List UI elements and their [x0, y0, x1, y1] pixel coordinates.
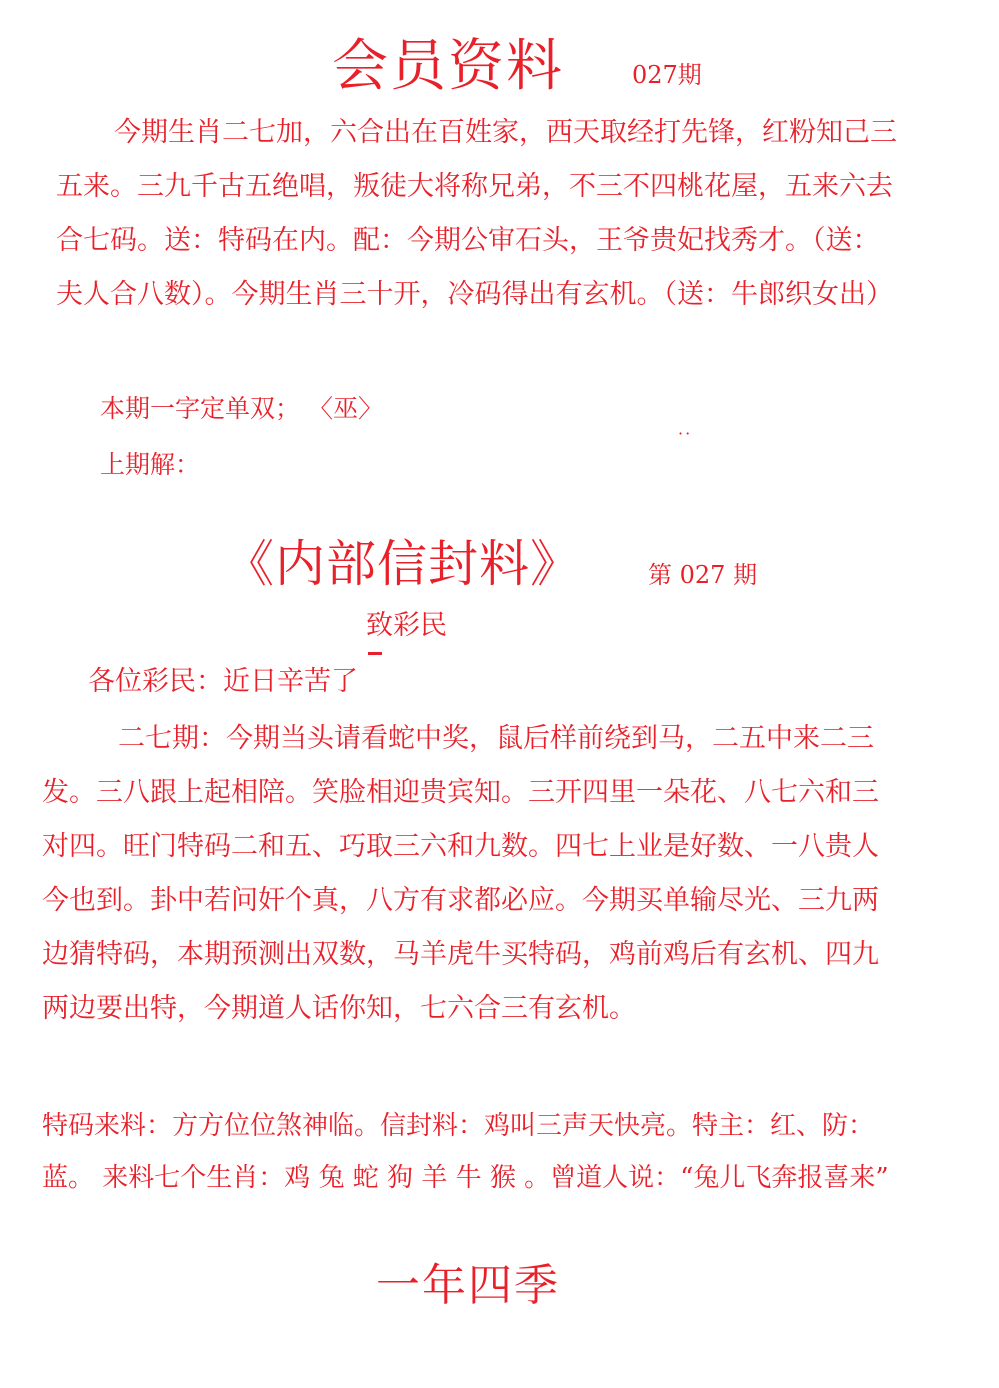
four-seasons-title: 一年四季: [376, 1260, 560, 1311]
to-lottery-players: 致彩民: [366, 610, 447, 641]
last-issue-label: 上期解：: [100, 450, 201, 479]
envelope-paragraph: 二七期：今期当头请看蛇中奖，鼠后样前绕到马，二五中来二三发。三八跟上起相陪。笑脸相迎贵宾知。三开四里一朵花、八七六和三对四。旺门特码二和五、巧取三六和九数。四七上业是好数、一八贵人今也到。卦中若问奸个真，八方有求都必应。今期买单输尽光、三九两边猜特码，本期预测出双数，马羊虎牛买特码，鸡前鸡后有玄机、四九两边要出特，今期道人话你知，七六合三有玄机。: [42, 723, 879, 1024]
member-info-paragraph: 今期生肖二七加，六合出在百姓家，西天取经打先锋，红粉知己三五来。三九千古五绝唱，叛徒大将称兄弟，不三不四桃花屋，五来六去合七码。送：特码在内。配：今期公审石头，王爷贵妃找秀才。（送：夫人合八数）。今期生肖三十开，冷码得出有玄机。（送：牛郎织女出）: [56, 117, 897, 310]
special-code-paragraph: 特码来料：方方位位煞神临。信封料：鸡叫三声天快亮。特主：红、防：蓝。 来料七个生肖：鸡 兔 蛇 狗 羊 牛 猴 。曾道人说：“兔儿飞奔报喜来”: [42, 1111, 889, 1193]
member-info-title: 会员资料: [332, 34, 564, 99]
underline-mark: [368, 652, 382, 655]
envelope-issue: 第 027 期: [648, 561, 758, 589]
single-double-line: 本期一字定单双； 〈巫〉: [100, 394, 383, 423]
greeting-line: 各位彩民：近日辛苦了: [88, 666, 358, 697]
decorative-dots: ··: [678, 424, 693, 443]
envelope-title: 《内部信封料》: [224, 535, 581, 593]
member-info-issue: 027期: [632, 61, 702, 89]
